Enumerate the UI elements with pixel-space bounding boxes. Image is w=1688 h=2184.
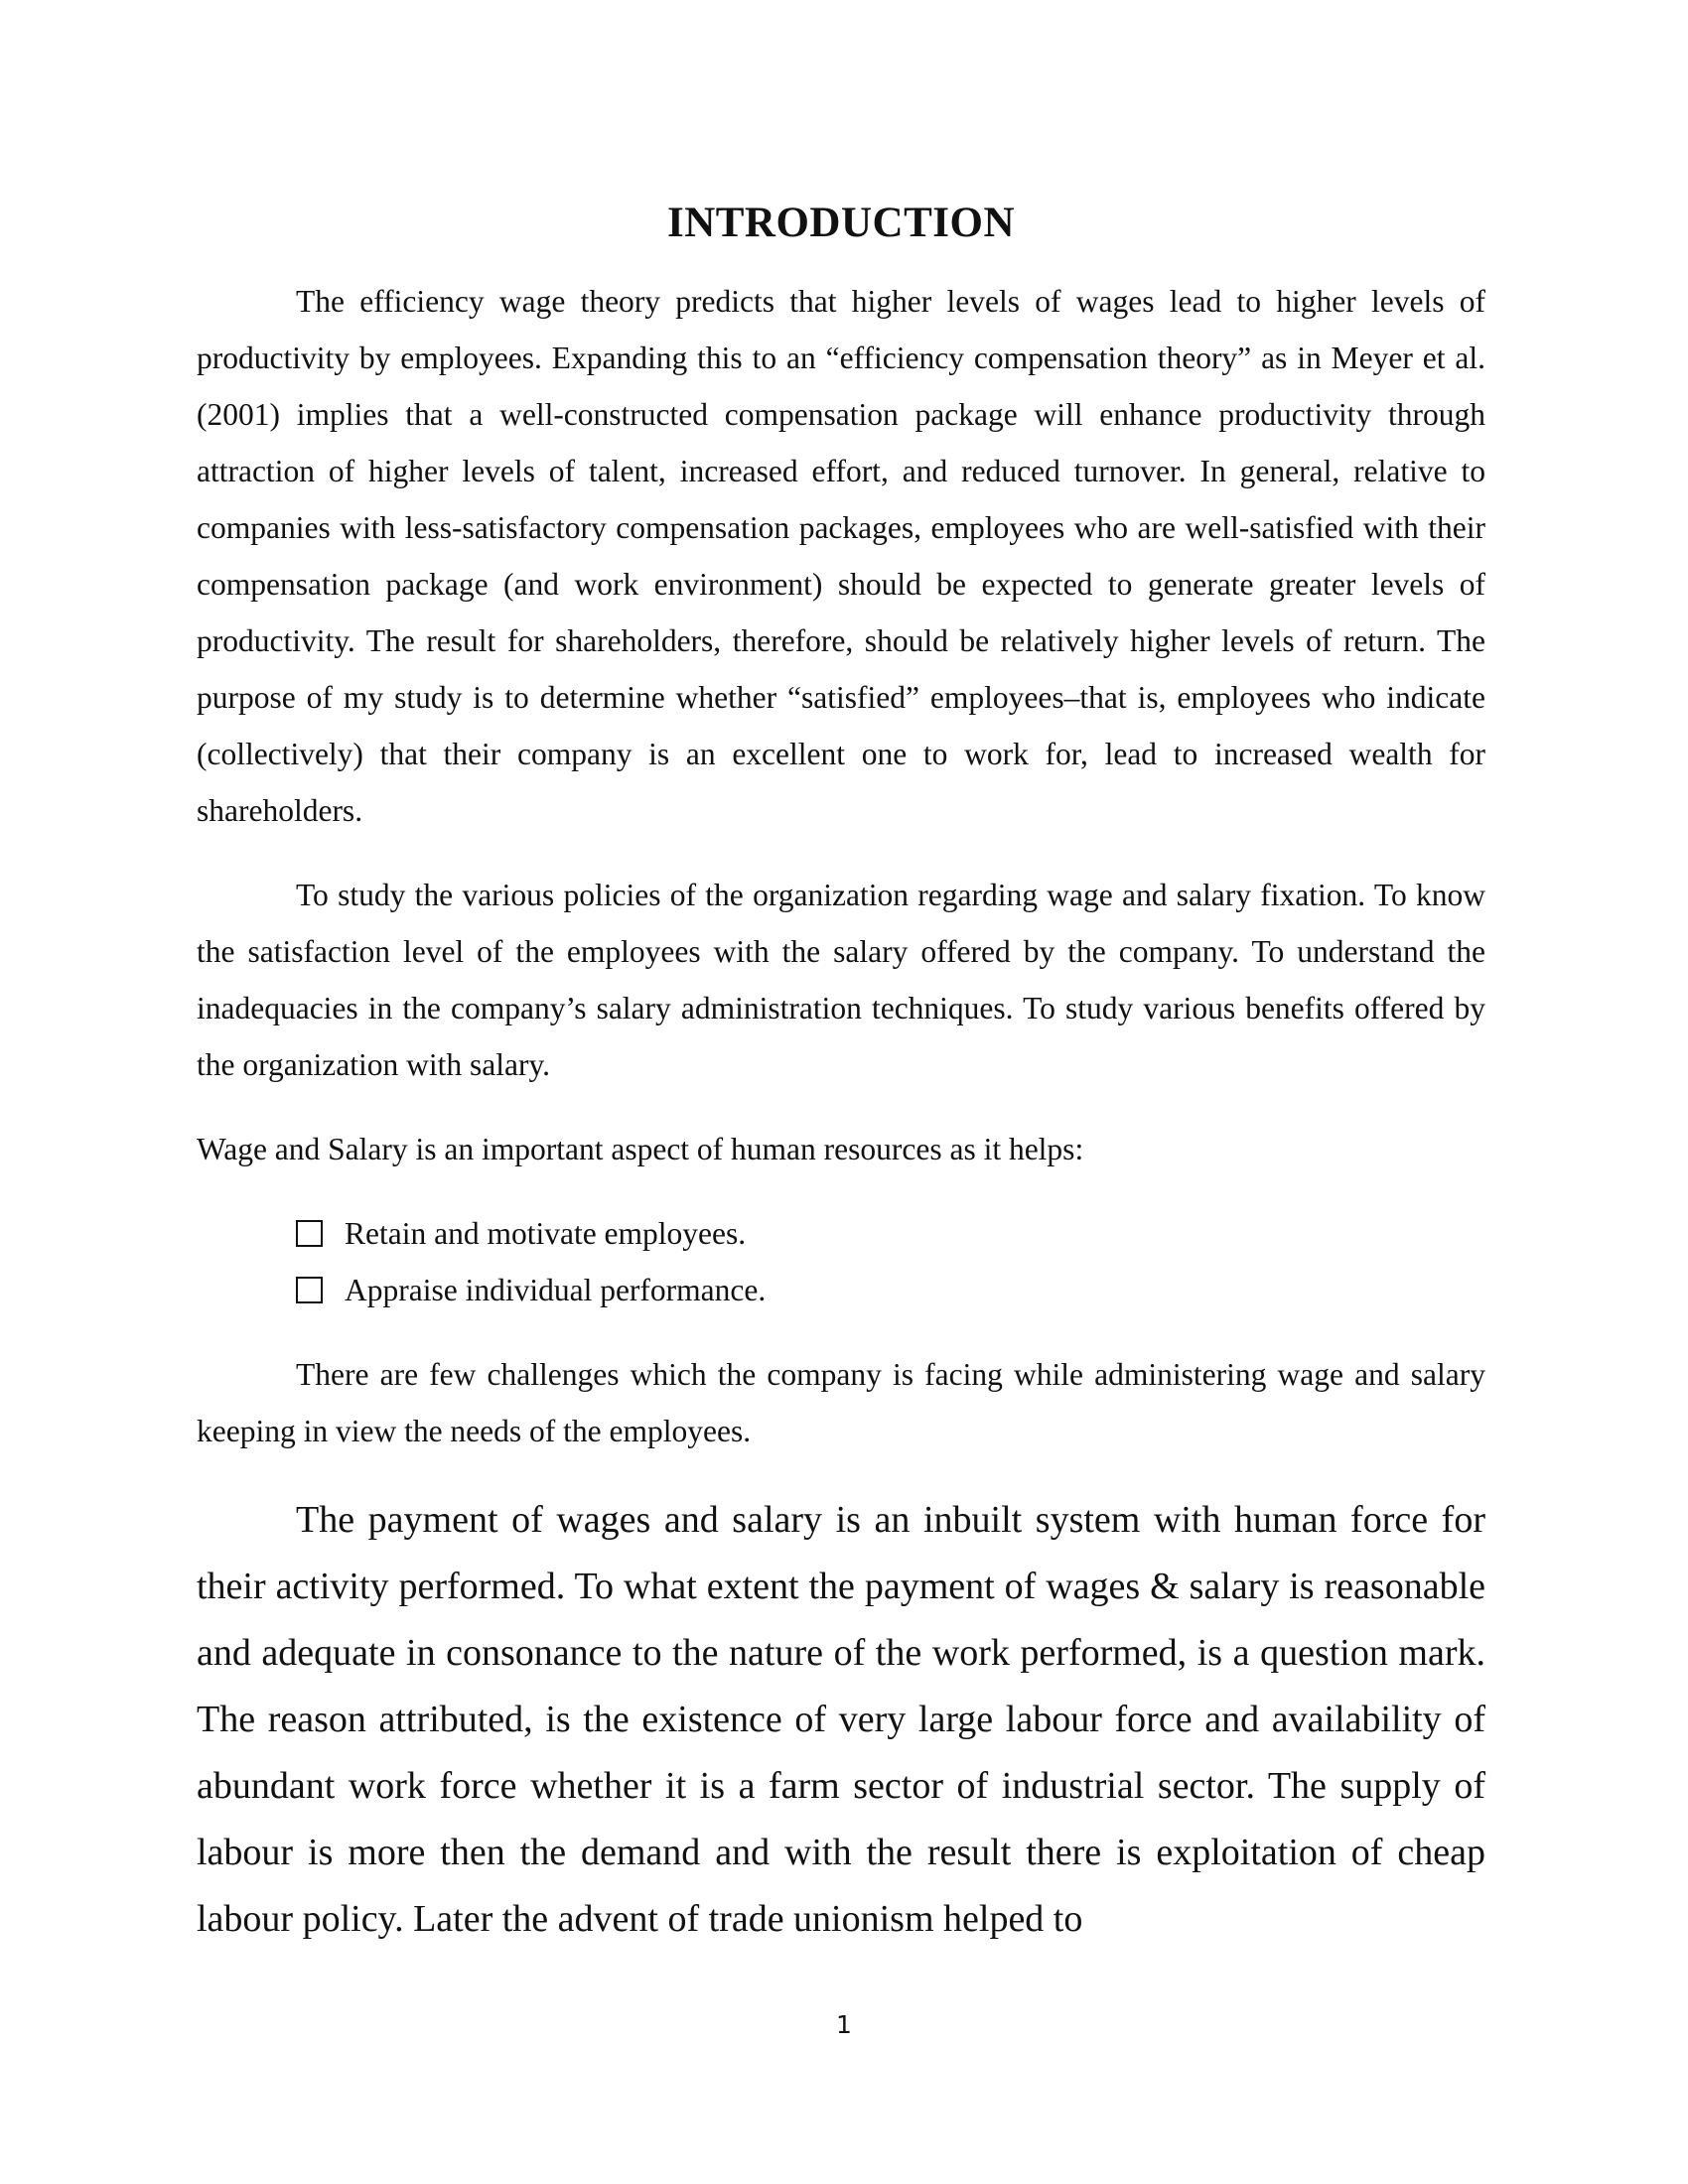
checkbox-bullet-icon xyxy=(296,1220,323,1247)
checkbox-bullet-icon xyxy=(296,1277,323,1303)
paragraph-efficiency-wage: The efficiency wage theory predicts that higher levels of wages lead to higher levels of productivity by employees. Expanding this to an “efficiency compensation theory” as in Meyer et al. (2001) implies that a well-constructed compensation package will enhance productivity through attraction of higher levels of talent, increased effort, and reduced turnover. In general, relative to companies with less-satisfactory compensation packages, employees who are well-satisfied with their compensation package (and work environment) should be expected to generate greater levels of productivity. The result for shareholders, therefore, should be relatively higher levels of return. The purpose of my study is to determine whether “satisfied” employees–that is, employees who indicate (collectively) that their company is an excellent one to work for, lead to increased wealth for shareholders. xyxy=(197,284,1485,828)
list-item-text: Appraise individual performance. xyxy=(345,1273,767,1307)
page-number: 1 xyxy=(836,2010,852,2039)
list-item xyxy=(296,1262,1485,1318)
bullet-list xyxy=(197,1205,1485,1318)
paragraph-payment-of-wages: The payment of wages and salary is an inbuilt system with human force for their activity performed. To what extent the payment of wages & salary is reasonable and adequate in consonance to the nature of the work performed, is a question mark. The reason attributed, is the existence of very large labour force and availability of abundant work force whether it is a farm sector of industrial sector. The supply of labour is more then the demand and with the result there is exploitation of cheap labour policy. Later the advent of trade unionism helped to xyxy=(197,1499,1485,1940)
paragraph-challenges: There are few challenges which the company is facing while administering wage and salary keeping in view the needs of the employees. xyxy=(197,1357,1485,1448)
paragraph-objectives: To study the various policies of the organization regarding wage and salary fixation. To know the satisfaction level of the employees with the salary offered by the company. To understand the inadequacies in the company’s salary administration techniques. To study various benefits offered by the organization with salary. xyxy=(197,878,1485,1082)
page-title: INTRODUCTION xyxy=(666,200,1016,246)
page-content xyxy=(197,194,1485,1953)
paragraph-lead-in: Wage and Salary is an important aspect of human resources as it helps: xyxy=(197,1132,1084,1166)
list-item-text: Retain and motivate employees. xyxy=(345,1216,747,1251)
list-item xyxy=(296,1205,1485,1262)
